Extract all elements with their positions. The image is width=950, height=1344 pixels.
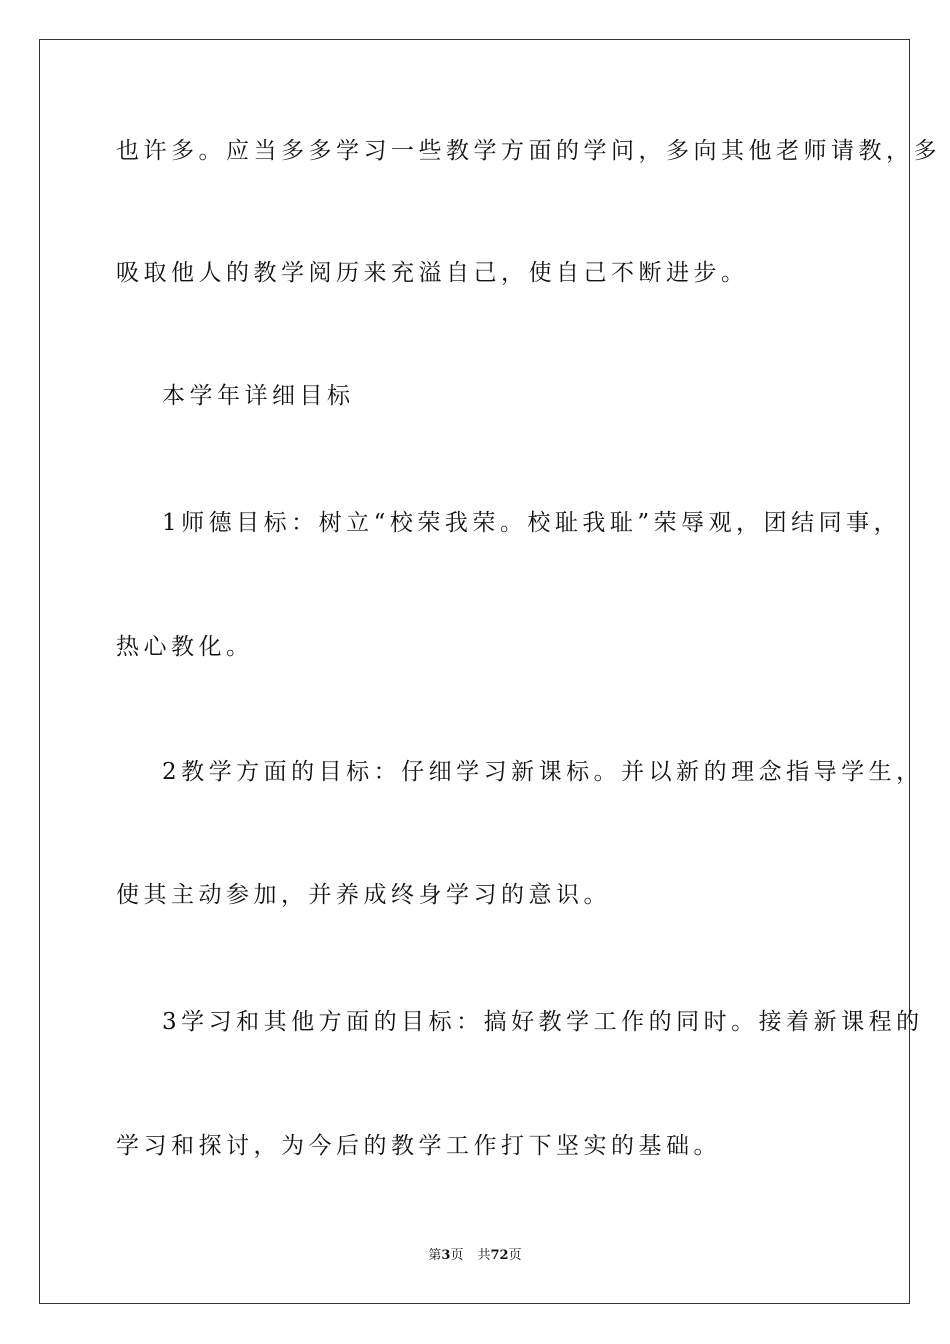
text-line: 3学习和其他方面的目标：搞好教学工作的同时。接着新课程的 [162, 1009, 924, 1035]
text-line: 热心教化。 [116, 634, 254, 660]
section-heading: 本学年详细目标 [162, 383, 355, 409]
text-line: 吸取他人的教学阅历来充溢自己，使自己不断进步。 [116, 260, 749, 286]
page-footer [0, 1247, 950, 1265]
page-border [39, 39, 910, 1304]
text-line: 学习和探讨，为今后的教学工作打下坚实的基础。 [116, 1133, 721, 1159]
page-number: 3 [441, 1248, 451, 1263]
page-suffix: 页 [450, 1248, 464, 1263]
total-pages: 72 [490, 1248, 509, 1263]
text-line: 使其主动参加，并养成终身学习的意识。 [116, 882, 611, 908]
text-line: 2教学方面的目标：仔细学习新课标。并以新的理念指导学生， [162, 759, 924, 785]
text-line: 也许多。应当多多学习一些教学方面的学问，多向其他老师请教，多 [116, 138, 941, 164]
total-suffix: 页 [508, 1248, 522, 1263]
text-line: 1师德目标：树立“校荣我荣。校耻我耻”荣辱观，团结同事， [162, 510, 902, 536]
total-prefix: 共 [477, 1248, 491, 1263]
page-prefix: 第 [428, 1248, 442, 1263]
